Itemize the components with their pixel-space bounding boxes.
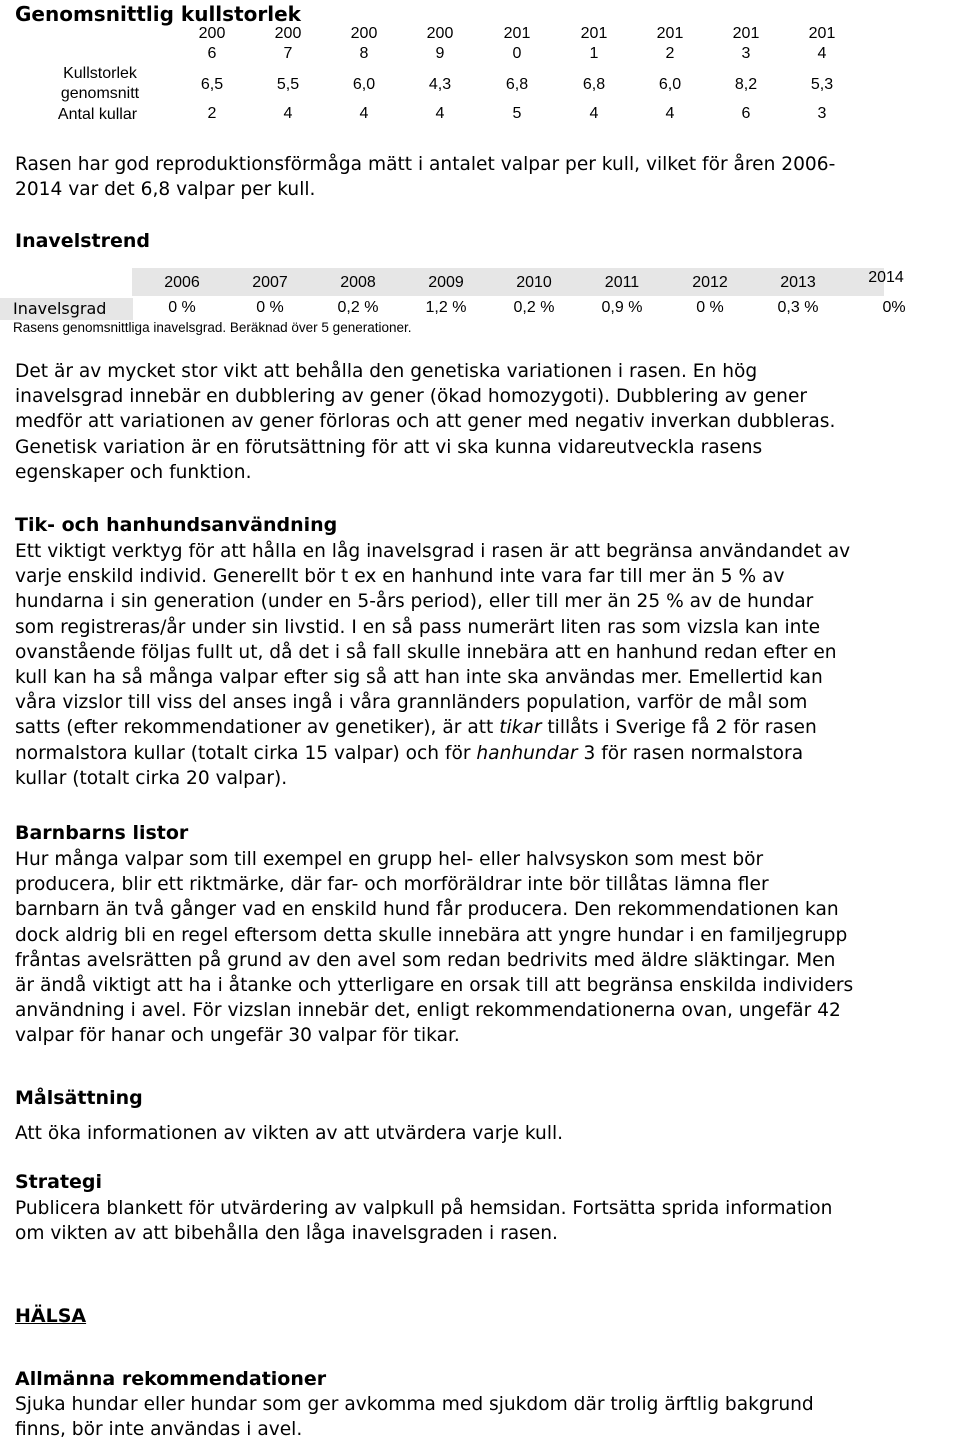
kullstorlek-value: 5,5 bbox=[276, 76, 300, 93]
kullstorlek-value: 6,8 bbox=[505, 76, 529, 93]
line-hanhundar: normalstora kullar (totalt cirka 15 valpar) och för hanhundar 3 för rasen normalstora bbox=[15, 742, 804, 764]
year-header: 201 0 bbox=[503, 25, 531, 62]
inbreeding-value: 0 % bbox=[256, 299, 284, 316]
paragraph-strategi: Publicera blankett för utvärdering av valpkull på hemsidan. Fortsätta sprida information om vikten av att bibehålla den låga inavelsgraden i rasen. bbox=[15, 1198, 833, 1245]
paragraph-allmanna-rekommendationer: Sjuka hundar eller hundar som ger avkomma med sjukdom där trolig ärftlig bakgrund finns, bör inte användas i avel. bbox=[15, 1394, 814, 1441]
inbreeding-note: Rasens genomsnittliga inavelsgrad. Beräknad över 5 generationer. bbox=[13, 320, 412, 335]
year-header: 200 7 bbox=[274, 25, 302, 62]
row-label-antal-kullar: Antal kullar bbox=[57, 106, 138, 123]
inbreeding-year: 2010 bbox=[516, 274, 552, 291]
year-header: 201 3 bbox=[732, 25, 760, 62]
year-header: 200 9 bbox=[426, 25, 454, 62]
kullstorlek-value: 6,0 bbox=[658, 76, 682, 93]
inbreeding-year: 2009 bbox=[428, 274, 464, 291]
paragraph-malsattning: Att öka informationen av vikten av att utvärdera varje kull. bbox=[15, 1123, 564, 1144]
antal-kullar-value: 3 bbox=[817, 105, 827, 122]
inbreeding-year: 2013 bbox=[780, 274, 816, 291]
section-title-malsattning: Målsättning bbox=[15, 1087, 143, 1109]
paragraph-reproduction: Rasen har god reproduktionsförmåga mätt i antalet valpar per kull, vilket för åren 2006- 2014 var det 6,8 valpar per kull. bbox=[15, 154, 836, 201]
section-title-tik-hanhund: Tik- och hanhundsanvändning bbox=[15, 514, 338, 536]
antal-kullar-value: 4 bbox=[435, 105, 445, 122]
inbreeding-year: 2008 bbox=[340, 274, 376, 291]
antal-kullar-value: 4 bbox=[665, 105, 675, 122]
inbreeding-year: 2006 bbox=[164, 274, 200, 291]
kullstorlek-value: 5,3 bbox=[810, 76, 834, 93]
kullstorlek-value: 8,2 bbox=[734, 76, 758, 93]
year-header: 200 6 bbox=[198, 25, 226, 62]
section-title-strategi: Strategi bbox=[15, 1171, 103, 1193]
inbreeding-value: 0,3 % bbox=[777, 299, 819, 316]
year-header: 201 2 bbox=[656, 25, 684, 62]
row-label-kullstorlek: Kullstorlek genomsnitt bbox=[60, 65, 140, 102]
antal-kullar-value: 4 bbox=[589, 105, 599, 122]
row-label-inavelsgrad: Inavelsgrad bbox=[13, 299, 107, 318]
antal-kullar-value: 4 bbox=[359, 105, 369, 122]
kullstorlek-value: 4,3 bbox=[428, 76, 452, 93]
kullstorlek-value: 6,5 bbox=[200, 76, 224, 93]
inbreeding-value: 0% bbox=[882, 299, 906, 316]
inbreeding-year: 2007 bbox=[252, 274, 288, 291]
kullstorlek-value: 6,0 bbox=[352, 76, 376, 93]
paragraph-genetic-variation: Det är av mycket stor vikt att behålla den genetiska variationen i rasen. En hög inavelsgrad innebär en dubblering av gener (ökad homozygoti). Dubblering av gener medför att variationen av gener förloras och att gener med negativ inverkan dubbleras. Genetisk variation är en förutsättning för att vi ska kunna vidareutveckla rasens egenskaper och funktion. bbox=[15, 361, 836, 483]
inbreeding-year: 2012 bbox=[692, 274, 728, 291]
paragraph-tik-hanhund: Ett viktigt verktyg för att hålla en låg inavelsgrad i rasen är att begränsa användandet av varje enskild individ. Generellt bör t ex en hanhund inte vara far till mer än 5 % av hundarna i sin generation (under en 5-års period), eller till mer än 25 % av de hundar som registreras/år under sin livstid. I en så pass numerärt liten ras som vizsla kan inte ovanstående följas fullt ut, då det i så fall skulle innebära att en hanhund redan efter en kull kan ha så många valpar efter sig så att han inte ska användas mer. Emellertid kan våra vizslor till viss del anses ingå i våra grannländers population, varför de mål som satts (efter rekommendationer av genetiker), är att tikar tillåts i Sverige få 2 för rasen normalstora kullar (totalt cirka 15 valpar) och för hanhundar 3 för rasen normalstora kullar (totalt cirka 20 valpar). bbox=[15, 539, 960, 791]
section-title-allmanna-rekommendationer: Allmänna rekommendationer bbox=[15, 1368, 327, 1390]
section-title-inavelstrend: Inavelstrend bbox=[15, 230, 150, 252]
section-title-halsa: HÄLSA bbox=[15, 1305, 87, 1327]
antal-kullar-value: 6 bbox=[741, 105, 751, 122]
inbreeding-year: 2014 bbox=[868, 269, 904, 286]
inbreeding-value: 0 % bbox=[168, 299, 196, 316]
kullstorlek-value: 6,8 bbox=[582, 76, 606, 93]
antal-kullar-value: 4 bbox=[283, 105, 293, 122]
line-tikar: satts (efter rekommendationer av genetiker), är att tikar tillåts i Sverige få 2 för rasen bbox=[15, 717, 817, 739]
antal-kullar-value: 5 bbox=[512, 105, 522, 122]
inbreeding-value: 0,2 % bbox=[337, 299, 379, 316]
year-header: 201 4 bbox=[808, 25, 836, 62]
inbreeding-value: 0,2 % bbox=[513, 299, 555, 316]
inbreeding-value: 1,2 % bbox=[425, 299, 467, 316]
year-header: 200 8 bbox=[350, 25, 378, 62]
inbreeding-year: 2011 bbox=[604, 274, 640, 291]
paragraph-barnbarns-listor: Hur många valpar som till exempel en grupp hel- eller halvsyskon som mest bör producera, blir ett riktmärke, där far- och morföräldrar inte bör tillåtas lämna fler barnbarn än två gånger vad en enskild hund får producera. Den rekommendationen kan dock aldrig bli en regel eftersom detta skulle innebära att yngre hundar i en familjegrupp fråntas avelsrätten på grund av den avel som redan bedrivits med äldre släktingar. Men är ändå viktigt att ha i åtanke och ytterligare en orsak till att begränsa enskilda individers användning i avel. För vizslan innebär det, enligt rekommendationerna ovan, ungefär 42 valpar för hanar och ungefär 30 valpar för tikar. bbox=[15, 849, 854, 1047]
section-title-kullstorlek: Genomsnittlig kullstorlek bbox=[15, 2, 301, 26]
inbreeding-value: 0 % bbox=[696, 299, 724, 316]
section-title-barnbarns-listor: Barnbarns listor bbox=[15, 822, 189, 844]
inbreeding-value: 0,9 % bbox=[601, 299, 643, 316]
antal-kullar-value: 2 bbox=[207, 105, 217, 122]
year-header: 201 1 bbox=[580, 25, 608, 62]
